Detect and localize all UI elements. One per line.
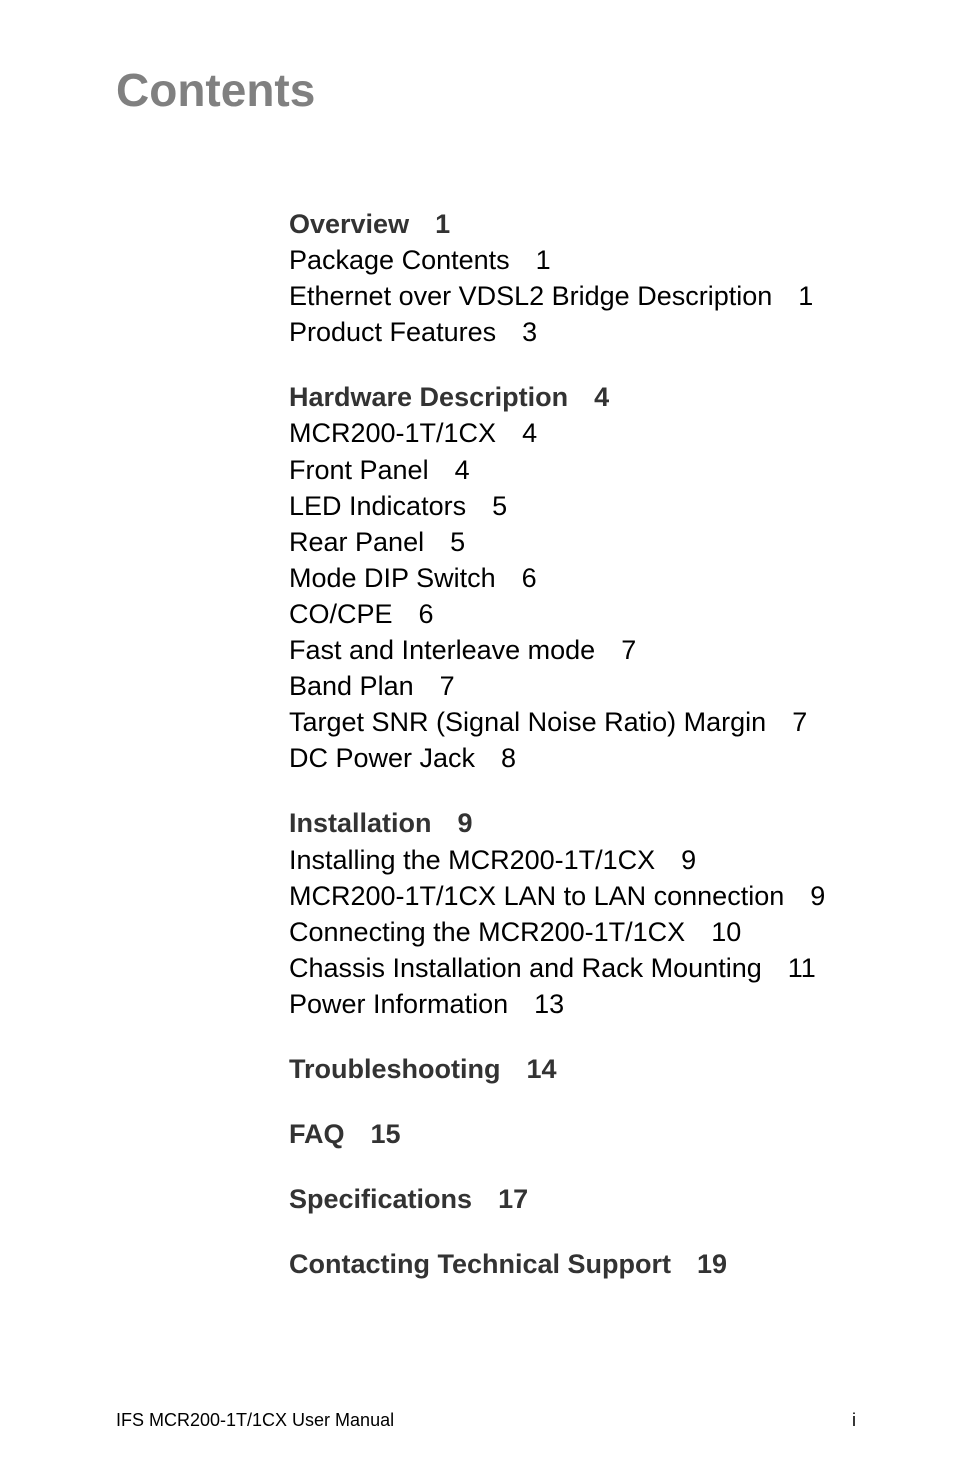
toc-entry-label: Power Information: [289, 988, 509, 1019]
toc-entry[interactable]: [289, 596, 929, 632]
toc-entry-page: 19: [697, 1249, 728, 1280]
toc-entry-label: Troubleshooting: [289, 1053, 501, 1084]
toc-entry-label: DC Power Jack: [289, 743, 476, 774]
toc-entry-page: 1: [535, 245, 551, 276]
toc-entry-label: Installing the MCR200-1T/1CX: [289, 844, 656, 875]
toc-entry[interactable]: [289, 278, 929, 314]
toc-entry-page: 5: [492, 490, 508, 521]
page-title: Contents: [116, 64, 316, 116]
toc-entry-page: 7: [621, 635, 637, 666]
toc-entry-label: Front Panel: [289, 454, 429, 485]
toc-entry-label: Hardware Description: [289, 382, 569, 413]
toc-section-hardware-description: [289, 379, 929, 776]
toc-entry-label: LED Indicators: [289, 490, 467, 521]
toc-entry-label: Package Contents: [289, 245, 510, 276]
toc-entry-label: Product Features: [289, 317, 497, 348]
toc-entry-page: 6: [521, 562, 537, 593]
toc-entry[interactable]: [289, 242, 929, 278]
toc-entry-page: 3: [522, 317, 538, 348]
toc-entry-label: Fast and Interleave mode: [289, 635, 596, 666]
toc-heading-troubleshooting[interactable]: [289, 1051, 929, 1087]
toc-entry-page: 9: [810, 880, 826, 911]
toc-entry-label: Specifications: [289, 1184, 473, 1215]
toc-entry-page: 4: [522, 418, 538, 449]
toc-entry-label: Target SNR (Signal Noise Ratio) Margin: [289, 707, 767, 738]
toc-entry[interactable]: [289, 914, 929, 950]
toc-entry-page: 8: [501, 743, 517, 774]
toc-entry[interactable]: [289, 704, 929, 740]
toc-entry-label: Rear Panel: [289, 526, 425, 557]
toc-entry-page: 7: [439, 671, 455, 702]
toc-entry[interactable]: [289, 986, 929, 1022]
toc-entry-label: Ethernet over VDSL2 Bridge Description: [289, 281, 773, 312]
footer-page-number: i: [852, 1410, 856, 1430]
toc-entry-page: 6: [418, 598, 434, 629]
toc-entry-label: MCR200-1T/1CX LAN to LAN connection: [289, 880, 785, 911]
toc-entry-label: Connecting the MCR200-1T/1CX: [289, 916, 686, 947]
toc-entry[interactable]: [289, 740, 929, 776]
toc-entry-label: Contacting Technical Support: [289, 1249, 672, 1280]
toc-heading-installation[interactable]: [289, 805, 929, 841]
toc-section-installation: [289, 805, 929, 1022]
toc-entry-page: 5: [450, 526, 466, 557]
toc-entry-page: 7: [792, 707, 808, 738]
toc-entry-page: 10: [711, 916, 742, 947]
toc-entry-page: 1: [798, 281, 814, 312]
toc-section-faq: [289, 1116, 929, 1152]
toc-entry-page: 4: [454, 454, 470, 485]
toc-entry-label: Mode DIP Switch: [289, 562, 496, 593]
toc-entry[interactable]: [289, 415, 929, 451]
toc-section-contacting-technical-support: [289, 1246, 929, 1282]
toc-entry[interactable]: [289, 842, 929, 878]
table-of-contents: [289, 206, 929, 1311]
toc-entry-label: Installation: [289, 808, 432, 839]
toc-heading-contacting-technical-support[interactable]: [289, 1246, 929, 1282]
toc-heading-faq[interactable]: [289, 1116, 929, 1152]
toc-entry-page: 11: [787, 952, 816, 983]
toc-entry-page: 9: [457, 808, 473, 839]
footer-manual-title: IFS MCR200-1T/1CX User Manual: [116, 1410, 395, 1430]
toc-entry-label: FAQ: [289, 1119, 345, 1150]
toc-entry-page: 1: [435, 209, 451, 239]
toc-section-specifications: [289, 1181, 929, 1217]
toc-heading-overview[interactable]: [289, 206, 929, 242]
toc-entry-label: Chassis Installation and Rack Mounting: [289, 952, 762, 983]
toc-section-troubleshooting: [289, 1051, 929, 1087]
toc-heading-hardware-description[interactable]: [289, 379, 929, 415]
toc-entry-page: 17: [498, 1184, 529, 1215]
toc-entry[interactable]: [289, 668, 929, 704]
toc-section-overview: [289, 206, 929, 350]
toc-entry[interactable]: [289, 452, 929, 488]
toc-entry-label: CO/CPE: [289, 598, 393, 629]
toc-entry-label: Band Plan: [289, 671, 414, 702]
toc-entry-page: 4: [594, 382, 610, 413]
toc-entry[interactable]: [289, 950, 929, 986]
toc-entry[interactable]: [289, 524, 929, 560]
toc-entry-label: Overview: [289, 209, 410, 239]
toc-entry[interactable]: [289, 878, 929, 914]
toc-heading-specifications[interactable]: [289, 1181, 929, 1217]
toc-entry-page: 15: [370, 1119, 401, 1150]
toc-entry-label: MCR200-1T/1CX: [289, 418, 497, 449]
toc-entry-page: 9: [681, 844, 697, 875]
toc-entry[interactable]: [289, 488, 929, 524]
toc-entry-page: 14: [526, 1053, 557, 1084]
toc-entry[interactable]: [289, 632, 929, 668]
toc-entry-page: 13: [534, 988, 565, 1019]
toc-entry[interactable]: [289, 560, 929, 596]
toc-entry[interactable]: [289, 314, 929, 350]
